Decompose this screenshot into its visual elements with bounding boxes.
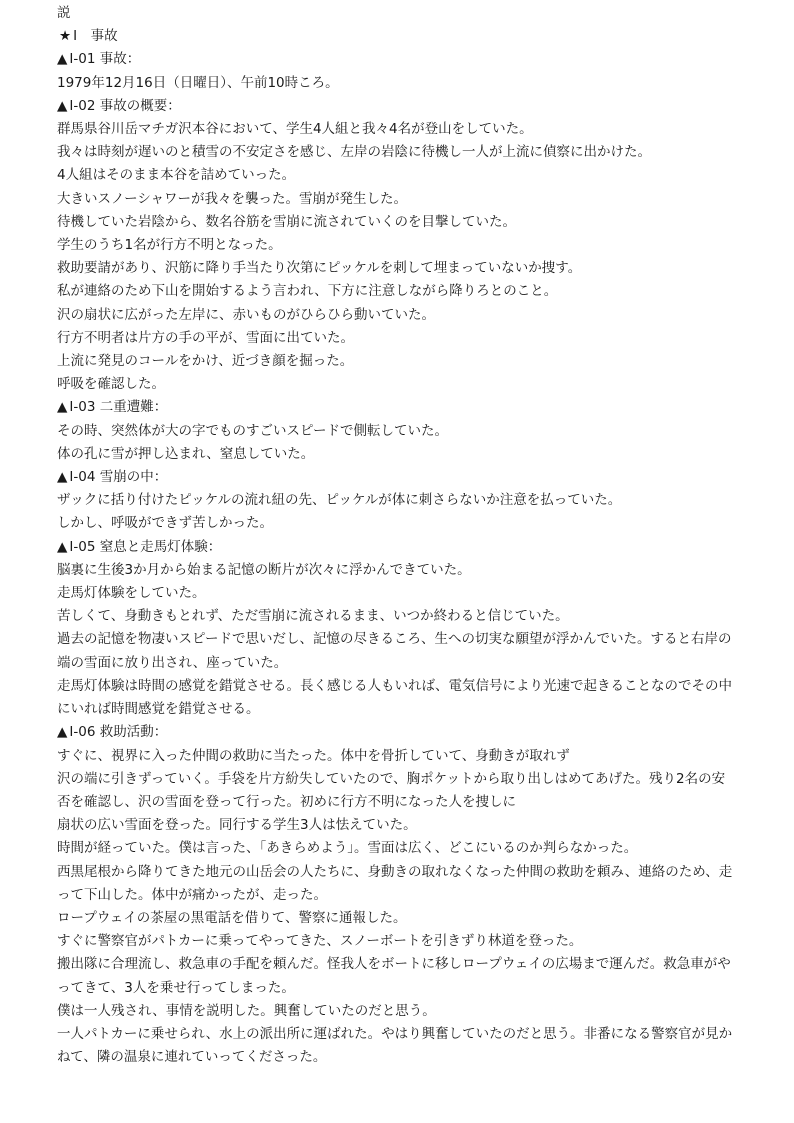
paragraph-line: 一人パトカーに乗せられ、水上の派出所に運ばれた。やはり興奮していたのだと思う。非番になる警察官が見か bbox=[57, 1025, 733, 1042]
paragraph-line: ロープウェイの茶屋の黒電話を借りて、警察に通報した。 bbox=[57, 909, 407, 926]
paragraph bbox=[57, 1000, 769, 1023]
triangle-icon: ▲ bbox=[57, 399, 68, 416]
paragraph-line: すぐに、視界に入った仲間の救助に当たった。体中を骨折していて、身動きが取れず bbox=[57, 747, 570, 764]
paragraph-line: 大きいスノーシャワーが我々を襲った。雪崩が発生した。 bbox=[57, 190, 408, 207]
section-title: Ⅰ-05 窒息と走馬灯体験： bbox=[69, 538, 222, 555]
paragraph bbox=[57, 512, 769, 535]
paragraph bbox=[57, 930, 769, 953]
paragraph-line: 苦しくて、身動きもとれず、ただ雪崩に流されるまま、いつか終わると信じていた。 bbox=[57, 608, 569, 625]
chapter-heading bbox=[57, 25, 769, 48]
paragraph-line: 搬出隊に合理流し、救急車の手配を頼んだ。怪我人をボートに移しロープウェイの広場まで運んだ。救急車がや bbox=[57, 956, 731, 973]
paragraph-line: 1979年12月16日（日曜日）、午前10時ころ。 bbox=[57, 74, 339, 91]
paragraph-line: 群馬県谷川岳マチガ沢本谷において、学生4人組と我々4名が登山をしていた。 bbox=[57, 121, 533, 138]
section-heading bbox=[57, 466, 769, 489]
triangle-icon: ▲ bbox=[57, 97, 68, 114]
triangle-icon: ▲ bbox=[57, 469, 68, 486]
section-heading bbox=[57, 721, 769, 744]
triangle-icon: ▲ bbox=[57, 538, 68, 555]
paragraph-line: すぐに警察官がパトカーに乗ってやってきた、スノーボートを引きずり林道を登った。 bbox=[57, 933, 583, 950]
paragraph-line: 走馬灯体験をしていた。 bbox=[57, 585, 206, 602]
paragraph bbox=[57, 953, 769, 999]
paragraph-line: 僕は一人残され、事情を説明した。興奮していたのだと思う。 bbox=[57, 1002, 436, 1019]
paragraph-line: 沢の端に引きずっていく。手袋を片方紛失していたので、胸ポケットから取り出しはめてあげた。残り2名の安 bbox=[57, 770, 726, 787]
section-title: Ⅰ-06 救助活動： bbox=[69, 724, 168, 741]
paragraph-line: 我々は時刻が遅いのと積雪の不安定さを感じ、左岸の岩陰に待機し一人が上流に偵察に出かけた。 bbox=[57, 144, 651, 161]
paragraph bbox=[57, 837, 769, 860]
section-title: Ⅰ-01 事故： bbox=[69, 51, 141, 68]
paragraph-line: 私が連絡のため下山を開始するよう言われ、下方に注意しながら降りろとのこと。 bbox=[57, 283, 558, 300]
paragraph-line: 扇状の広い雪面を登った。同行する学生3人は怯えていた。 bbox=[57, 817, 417, 834]
paragraph-line: 学生のうち1名が行方不明となった。 bbox=[57, 237, 282, 254]
paragraph bbox=[57, 373, 769, 396]
paragraph-line: 体の孔に雪が押し込まれ、窒息していた。 bbox=[57, 445, 315, 462]
page-label: 説 bbox=[57, 5, 71, 21]
paragraph bbox=[57, 257, 769, 280]
paragraph bbox=[57, 768, 769, 814]
paragraph-line: にいれば時間感覚を錯覚させる。 bbox=[57, 701, 260, 718]
section-title: Ⅰ-02 事故の概要： bbox=[69, 97, 181, 114]
paragraph bbox=[57, 350, 769, 373]
paragraph-line: 西黒尾根から降りてきた地元の山岳会の人たちに、身動きの取れなくなった仲間の救助を頼み、連絡のため、走 bbox=[57, 863, 733, 880]
paragraph-line: 救助要請があり、沢筋に降り手当たり次第にピッケルを刺して埋まっていないか捜す。 bbox=[57, 260, 582, 277]
paragraph bbox=[57, 1023, 769, 1069]
star-icon: ★ bbox=[59, 28, 72, 45]
document-page bbox=[57, 2, 769, 1069]
paragraph bbox=[57, 188, 769, 211]
paragraph bbox=[57, 141, 769, 164]
triangle-icon: ▲ bbox=[57, 51, 68, 68]
paragraph-line: 過去の記憶を物凄いスピードで思いだし、記憶の尽きるころ、生への切実な願望が浮かんでいた。すると右岸の bbox=[57, 631, 732, 648]
paragraph bbox=[57, 164, 769, 187]
paragraph bbox=[57, 211, 769, 234]
paragraph-line: 待機していた岩陰から、数名谷筋を雪崩に流されていくのを目撃していた。 bbox=[57, 213, 516, 230]
paragraph-line: その時、突然体が大の字でものすごいスピードで側転していた。 bbox=[57, 422, 448, 439]
paragraph-line: 否を確認し、沢の雪面を登って行った。初めに行方不明になった人を捜しに bbox=[57, 793, 516, 810]
paragraph-line: ってきて、3人を乗せ行ってしまった。 bbox=[57, 979, 295, 996]
paragraph bbox=[57, 489, 769, 512]
section-title: Ⅰ-04 雪崩の中： bbox=[69, 469, 168, 486]
triangle-icon: ▲ bbox=[57, 724, 68, 741]
paragraph bbox=[57, 443, 769, 466]
paragraph bbox=[57, 745, 769, 768]
paragraph bbox=[57, 675, 769, 721]
section-heading bbox=[57, 396, 769, 419]
paragraph-line: しかし、呼吸ができず苦しかった。 bbox=[57, 515, 273, 532]
paragraph-line: ねて、隣の温泉に連れていってくださった。 bbox=[57, 1049, 327, 1066]
paragraph bbox=[57, 907, 769, 930]
paragraph bbox=[57, 605, 769, 628]
paragraph-line: 時間が経っていた。僕は言った、「あきらめよう」。雪面は広く、どこにいるのか判らなかった。 bbox=[57, 840, 638, 857]
paragraph-line: 4人組はそのまま本谷を詰めていった。 bbox=[57, 167, 296, 184]
paragraph bbox=[57, 861, 769, 907]
paragraph bbox=[57, 628, 769, 674]
paragraph bbox=[57, 72, 769, 95]
paragraph-line: 沢の扇状に広がった左岸に、赤いものがひらひら動いていた。 bbox=[57, 306, 435, 323]
paragraph-line: 上流に発見のコールをかけ、近づき顔を掘った。 bbox=[57, 353, 354, 370]
section-title: Ⅰ-03 二重遭難： bbox=[69, 399, 168, 416]
section-heading bbox=[57, 95, 769, 118]
sections bbox=[57, 48, 769, 1069]
paragraph-line: 端の雪面に放り出され、座っていた。 bbox=[57, 654, 288, 671]
paragraph bbox=[57, 559, 769, 582]
chapter-title: Ⅰ 事故 bbox=[73, 28, 118, 45]
paragraph-line: 脳裏に生後3か月から始まる記憶の断片が次々に浮かんできていた。 bbox=[57, 561, 471, 578]
paragraph bbox=[57, 118, 769, 141]
paragraph-line: 呼吸を確認した。 bbox=[57, 376, 165, 393]
section-heading bbox=[57, 536, 769, 559]
paragraph bbox=[57, 582, 769, 605]
paragraph-line: 走馬灯体験は時間の感覚を錯覚させる。長く感じる人もいれば、電気信号により光速で起きることなのでその中 bbox=[57, 677, 732, 694]
paragraph bbox=[57, 234, 769, 257]
paragraph bbox=[57, 304, 769, 327]
paragraph bbox=[57, 327, 769, 350]
section-heading bbox=[57, 48, 769, 71]
paragraph bbox=[57, 280, 769, 303]
paragraph-line: って下山した。体中が痛かったが、走った。 bbox=[57, 886, 327, 903]
paragraph-line: 行方不明者は片方の手の平が、雪面に出ていた。 bbox=[57, 329, 354, 346]
paragraph bbox=[57, 814, 769, 837]
paragraph bbox=[57, 420, 769, 443]
paragraph-line: ザックに括り付けたピッケルの流れ紐の先、ピッケルが体に刺さらないか注意を払っていた。 bbox=[57, 492, 622, 509]
